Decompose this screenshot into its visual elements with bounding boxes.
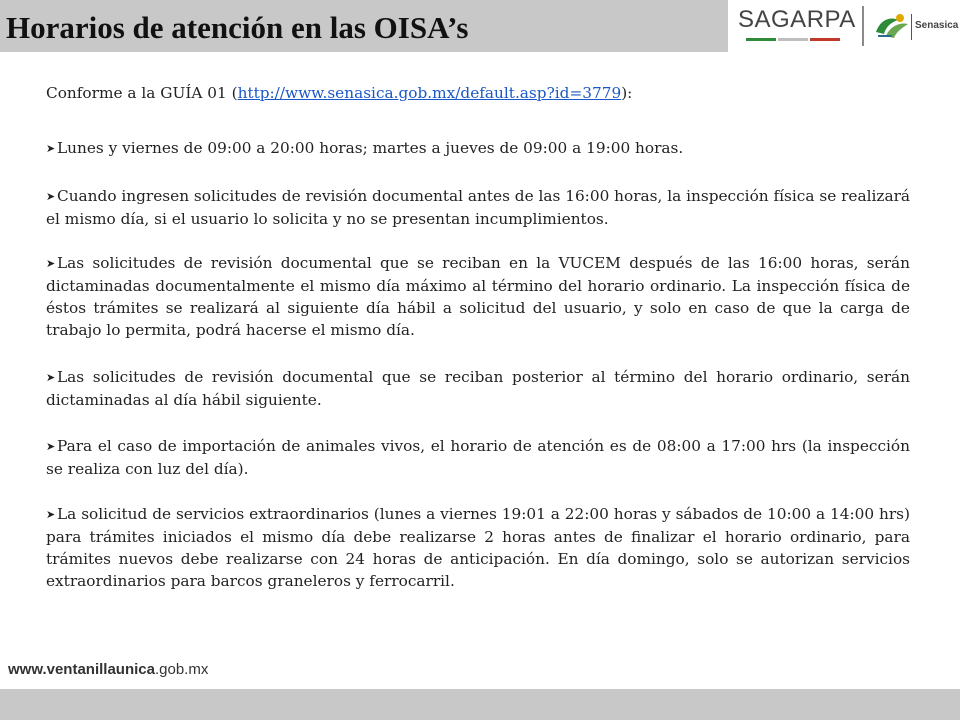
intro-suffix: ): — [621, 84, 633, 102]
arrow-bullet-icon: ➤ — [46, 508, 56, 521]
arrow-bullet-icon: ➤ — [46, 440, 56, 453]
footer-website[interactable] — [8, 661, 208, 678]
bullet-text: Las solicitudes de revisión documental que se reciban posterior al término del horario ordinario, serán dictaminadas al día hábil siguiente. — [46, 368, 910, 409]
logo-area — [728, 0, 960, 52]
bullet-item — [46, 185, 910, 230]
logo-divider — [862, 6, 864, 46]
arrow-bullet-icon: ➤ — [46, 190, 56, 203]
page-title: Horarios de atención en las OISA’s — [6, 10, 469, 45]
arrow-bullet-icon: ➤ — [46, 371, 56, 384]
intro-paragraph — [46, 82, 910, 104]
sagarpa-logo — [738, 5, 856, 47]
bullet-item — [46, 252, 910, 341]
bullet-item — [46, 503, 910, 592]
bullet-text: La solicitud de servicios extraordinarios (lunes a viernes 19:01 a 22:00 horas y sábados de 10:00 a 14:00 hrs) para trámites iniciados el mismo día debe realizarse 2 horas antes de finalizar el horario ordinario, para trámites nuevos debe realizarse con 24 horas de anticipación. En día domingo, solo se autorizan servicios extraordinarios para barcos graneleros y ferrocarril. — [46, 505, 910, 590]
arrow-bullet-icon: ➤ — [46, 142, 56, 155]
footer-url-rest: .gob.mx — [154, 661, 209, 678]
bullet-text: Lunes y viernes de 09:00 a 20:00 horas; martes a jueves de 09:00 a 19:00 horas. — [57, 139, 684, 157]
sagarpa-red-line — [810, 38, 840, 41]
sagarpa-logo-text: SAGARPA — [738, 6, 856, 33]
bullet-item — [46, 366, 910, 411]
senasica-logo-text: Senasica — [915, 20, 959, 31]
footer-band — [0, 689, 960, 720]
arrow-bullet-icon: ➤ — [46, 257, 56, 270]
intro-prefix: Conforme a la GUÍA 01 ( — [46, 84, 238, 102]
footer-url-bold: www.ventanillaunica — [8, 661, 155, 678]
senasica-emblem-icon — [872, 10, 912, 42]
bullet-item — [46, 137, 910, 160]
bullet-text: Las solicitudes de revisión documental que se reciban en la VUCEM después de las 16:00 horas, serán dictaminadas documentalmente el mismo día máximo al término del horario ordinario. La inspección física de éstos trámites se realizará al siguiente día hábil a solicitud del usuario, y solo en caso de que la carga de trabajo lo permita, podrá hacerse el mismo día. — [46, 254, 910, 339]
sagarpa-green-line — [746, 38, 776, 41]
sagarpa-white-line — [778, 38, 808, 41]
guia-link[interactable]: http://www.senasica.gob.mx/default.asp?id=3779 — [237, 84, 622, 102]
bullet-text: Para el caso de importación de animales vivos, el horario de atención es de 08:00 a 17:00 hrs (la inspección se realiza con luz del día). — [46, 437, 910, 478]
bullet-text: Cuando ingresen solicitudes de revisión documental antes de las 16:00 horas, la inspección física se realizará el mismo día, si el usuario lo solicita y no se presentan incumplimientos. — [46, 187, 910, 228]
header-band — [0, 0, 960, 52]
senasica-separator — [911, 14, 912, 40]
bullet-item — [46, 435, 910, 480]
